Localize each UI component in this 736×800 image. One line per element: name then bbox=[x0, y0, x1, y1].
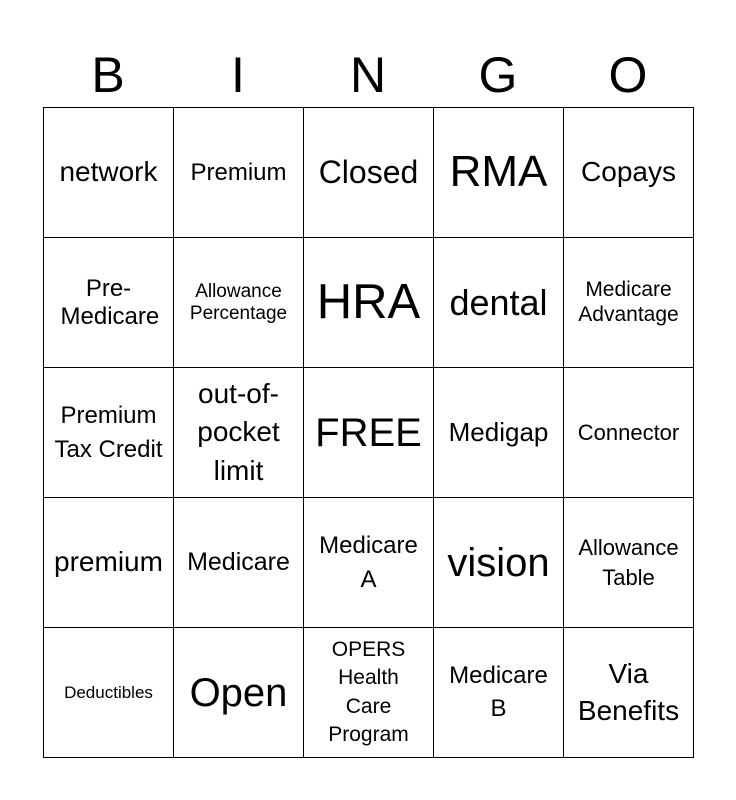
bingo-cell[interactable] bbox=[44, 498, 174, 628]
header-letter-b: B bbox=[91, 47, 125, 103]
bingo-cell[interactable] bbox=[174, 108, 304, 238]
cell-label: Open bbox=[189, 670, 288, 715]
cell-label: Medicare B bbox=[449, 662, 548, 722]
bingo-board bbox=[43, 107, 694, 758]
cell-label: Allowance Percentage bbox=[189, 280, 288, 324]
cell-label: Allowance Table bbox=[578, 534, 679, 590]
bingo-cell[interactable] bbox=[564, 108, 694, 238]
cell-label: Connector bbox=[577, 419, 680, 445]
header-letter-i: I bbox=[231, 47, 245, 103]
bingo-cell[interactable] bbox=[434, 498, 564, 628]
bingo-cell[interactable] bbox=[434, 368, 564, 498]
cell-label: out-of-pocket limit bbox=[197, 377, 280, 486]
bingo-cell[interactable] bbox=[564, 628, 694, 758]
cell-label: Medicare bbox=[187, 548, 290, 577]
bingo-cell[interactable] bbox=[304, 238, 434, 368]
bingo-cell[interactable] bbox=[174, 238, 304, 368]
bingo-cell[interactable] bbox=[564, 368, 694, 498]
bingo-cell[interactable] bbox=[44, 368, 174, 498]
bingo-cell[interactable] bbox=[564, 498, 694, 628]
bingo-cell[interactable] bbox=[44, 238, 174, 368]
cell-label: Premium Tax Credit bbox=[54, 401, 163, 463]
cell-label: Medicare A bbox=[319, 531, 418, 593]
bingo-cell[interactable] bbox=[434, 628, 564, 758]
cell-label: Premium bbox=[190, 158, 287, 186]
cell-label: dental bbox=[449, 281, 548, 323]
cell-label: Deductibles bbox=[64, 682, 153, 702]
cell-label: premium bbox=[54, 546, 163, 578]
cell-label: Pre-Medicare bbox=[60, 274, 160, 330]
cell-label: RMA bbox=[449, 147, 548, 197]
cell-label: OPERS Health Care Program bbox=[328, 637, 409, 746]
cell-label: FREE bbox=[315, 410, 422, 455]
bingo-cell[interactable] bbox=[304, 498, 434, 628]
bingo-cell[interactable] bbox=[304, 628, 434, 758]
cell-label: network bbox=[59, 156, 158, 188]
bingo-cell[interactable] bbox=[304, 108, 434, 238]
header-letter-n: N bbox=[349, 47, 387, 103]
bingo-cell[interactable] bbox=[44, 628, 174, 758]
cell-label: Via Benefits bbox=[577, 658, 680, 726]
bingo-cell[interactable] bbox=[564, 238, 694, 368]
bingo-cell[interactable] bbox=[44, 108, 174, 238]
bingo-cell[interactable] bbox=[174, 368, 304, 498]
cell-label: vision bbox=[447, 540, 550, 585]
cell-label: Medigap bbox=[448, 416, 549, 447]
bingo-cell[interactable] bbox=[434, 238, 564, 368]
cell-label: Closed bbox=[318, 154, 419, 191]
header-letter-o: O bbox=[608, 47, 648, 103]
cell-label: Medicare Advantage bbox=[578, 278, 679, 326]
bingo-cell[interactable] bbox=[434, 108, 564, 238]
bingo-header bbox=[43, 44, 693, 106]
cell-label: HRA bbox=[316, 275, 421, 330]
bingo-cell[interactable] bbox=[174, 498, 304, 628]
bingo-cell[interactable] bbox=[174, 628, 304, 758]
cell-label: Copays bbox=[581, 156, 676, 188]
header-letter-g: G bbox=[478, 47, 518, 103]
bingo-cell free-space[interactable] bbox=[304, 368, 434, 498]
